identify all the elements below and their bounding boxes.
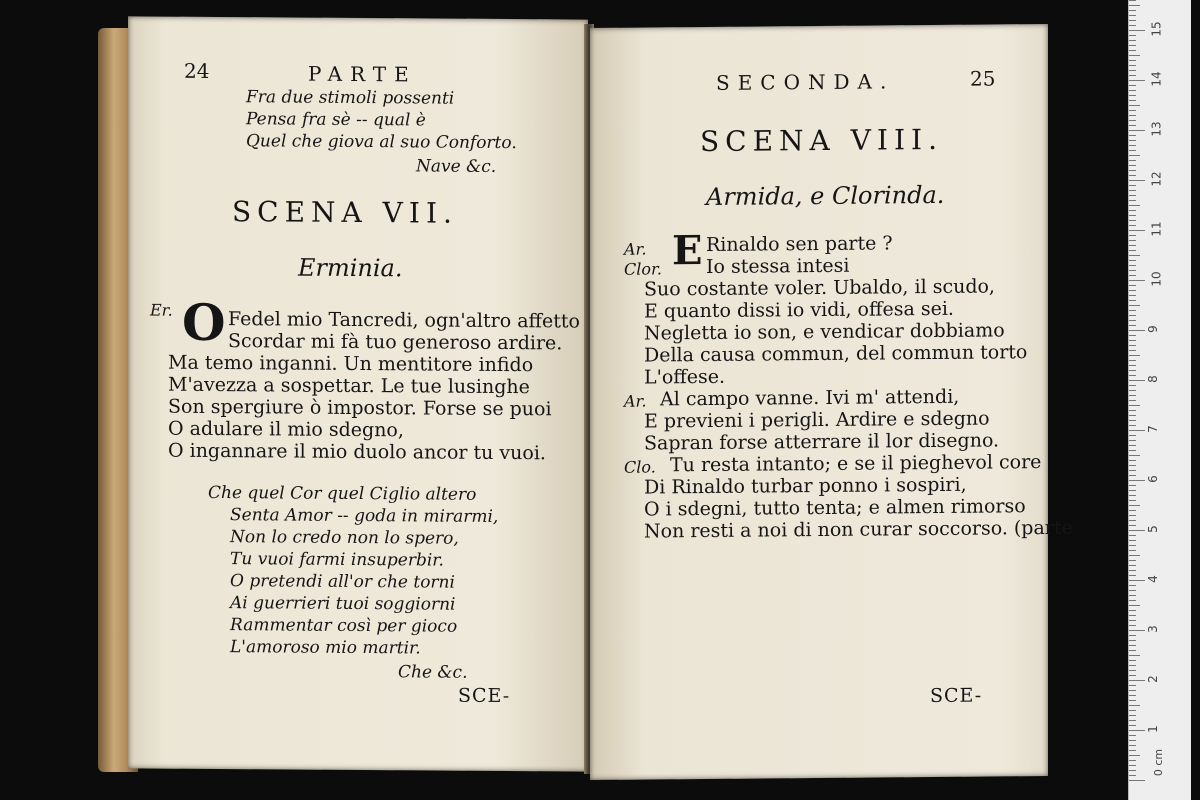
ruler-tick: [1129, 550, 1136, 551]
dialogue-line-6: Della causa commun, del commun torto: [644, 341, 1028, 367]
ruler-tick: [1129, 255, 1140, 256]
ruler-tick: [1129, 350, 1136, 351]
ruler-tick: [1129, 445, 1136, 446]
recit-line-7: O ingannare il mio duolo ancor tu vuoi.: [168, 439, 546, 465]
dialogue-line-13: O i sdegni, tutto tenta; e almen rimorso: [644, 495, 1026, 521]
ruler-tick: [1129, 780, 1145, 781]
ruler-tick: [1129, 400, 1136, 401]
ruler-label-5: 5: [1145, 525, 1160, 533]
ruler-tick: [1129, 375, 1136, 376]
ruler-tick: [1129, 590, 1136, 591]
ruler-tick: [1129, 735, 1136, 736]
ruler-tick: [1129, 535, 1136, 536]
ruler-tick: [1129, 485, 1136, 486]
ruler-tick: [1129, 750, 1136, 751]
dialogue-line-11: Tu resta intanto; e se il pieghevol core: [670, 451, 1042, 477]
ruler-tick: [1129, 150, 1136, 151]
aria-line-2: Senta Amor -- goda in mirarmi,: [230, 505, 499, 527]
ruler-tick: [1129, 655, 1140, 656]
ruler-tick: [1129, 210, 1136, 211]
ruler-tick: [1129, 100, 1136, 101]
right-page: [590, 24, 1073, 780]
ruler-tick: [1129, 335, 1136, 336]
ruler-tick: [1129, 300, 1136, 301]
ruler-label-12: 12: [1149, 171, 1164, 187]
ruler-tick: [1129, 600, 1136, 601]
open-book: [98, 18, 1073, 782]
dialogue-line-7: L'offese.: [644, 365, 726, 389]
ruler-tick: [1129, 330, 1145, 331]
ruler-tick: [1129, 365, 1136, 366]
ruler-tick: [1129, 665, 1136, 666]
ruler-tick: [1129, 605, 1140, 606]
ruler-tick: [1129, 75, 1136, 76]
ruler-tick: [1129, 395, 1136, 396]
dialogue-line-3: Suo costante voler. Ubaldo, il scudo,: [644, 275, 995, 301]
ruler-tick: [1129, 215, 1136, 216]
ruler-tick: [1129, 175, 1136, 176]
ruler-tick: [1129, 555, 1140, 556]
ruler-tick: [1129, 745, 1136, 746]
characters-line: Armida, e Clorinda.: [706, 180, 945, 211]
catchword-left: SCE-: [458, 684, 511, 708]
ruler-tick: [1129, 700, 1136, 701]
ruler-tick: [1129, 740, 1136, 741]
ruler-tick: [1129, 635, 1136, 636]
ruler-tick: [1129, 475, 1136, 476]
ruler-tick: [1129, 80, 1145, 81]
ruler-tick: [1129, 50, 1136, 51]
ruler-tick: [1129, 145, 1136, 146]
ruler-tick: [1129, 105, 1140, 106]
ruler-tick: [1129, 90, 1136, 91]
recit-line-1: Fedel mio Tancredi, ogn'altro affetto: [228, 308, 580, 333]
ruler-tick: [1129, 620, 1136, 621]
ruler-tick: [1129, 725, 1136, 726]
dialogue-line-14: Non resti a noi di non curar soccorso. (parte: [644, 516, 1073, 543]
ruler-tick: [1129, 190, 1136, 191]
ruler-tick: [1129, 545, 1136, 546]
ruler-tick: [1129, 320, 1136, 321]
ruler-tick: [1129, 325, 1136, 326]
ruler-tick: [1129, 640, 1136, 641]
ruler-tick: [1129, 205, 1140, 206]
ruler-tick: [1129, 715, 1136, 716]
aria-end-line-2: Pensa fra sè -- qual è: [246, 109, 426, 131]
aria-line-1: Che quel Cor quel Ciglio altero: [208, 482, 477, 505]
ruler-tick: [1129, 465, 1136, 466]
ruler-tick: [1129, 570, 1136, 571]
aria-line-6: Ai guerrieri tuoi soggiorni: [230, 593, 456, 615]
dialogue-line-12: Di Rinaldo turbar ponno i sospiri,: [644, 473, 967, 499]
ruler-label-11: 11: [1149, 221, 1164, 237]
ruler-tick: [1129, 670, 1136, 671]
ruler-tick: [1129, 70, 1136, 71]
dialogue-line-9: E previeni i perigli. Ardire e sdegno: [644, 407, 990, 433]
ruler-label-14: 14: [1149, 71, 1164, 87]
ruler-tick: [1129, 200, 1136, 201]
ruler-tick: [1129, 265, 1136, 266]
character-name: Erminia.: [298, 253, 403, 283]
ruler-tick: [1129, 270, 1136, 271]
ruler-label-10: 10: [1149, 271, 1164, 287]
ruler-tick: [1129, 730, 1145, 731]
ruler-tick: [1129, 240, 1136, 241]
ruler-tick: [1129, 470, 1136, 471]
ruler-label-13: 13: [1149, 121, 1164, 137]
ruler-tick: [1129, 505, 1140, 506]
ruler-tick: [1129, 40, 1136, 41]
ruler-tick: [1129, 185, 1136, 186]
ruler-label-3: 3: [1145, 625, 1160, 633]
ruler-tick: [1129, 195, 1136, 196]
ruler-tick: [1129, 490, 1136, 491]
ruler-tick: [1129, 0, 1136, 1]
ruler-tick: [1129, 510, 1136, 511]
ruler-tick: [1129, 260, 1136, 261]
ruler-unit-label: 0 cm: [1152, 748, 1166, 777]
ruler-tick: [1129, 355, 1140, 356]
speaker-ar-2: Ar.: [624, 391, 647, 411]
speaker-clor: Clor.: [624, 259, 662, 279]
ruler-tick: [1129, 295, 1136, 296]
ruler-label-6: 6: [1145, 475, 1160, 483]
ruler-tick: [1129, 645, 1136, 646]
aria-line-7: Rammentar così per gioco: [230, 615, 458, 637]
recit-line-2: Scordar mi fà tuo generoso ardire.: [228, 330, 563, 355]
ruler-tick: [1129, 770, 1136, 771]
measurement-ruler: [1128, 0, 1191, 800]
ruler-tick: [1129, 55, 1140, 56]
dialogue-line-2: Io stessa intesi: [706, 254, 850, 278]
ruler-tick: [1129, 775, 1136, 776]
ruler-tick: [1129, 710, 1136, 711]
ruler-tick: [1129, 685, 1136, 686]
ruler-tick: [1129, 170, 1136, 171]
dialogue-line-10: Sapran forse atterrare il lor disegno.: [644, 429, 1000, 455]
ruler-tick: [1129, 575, 1136, 576]
ruler-tick: [1129, 235, 1136, 236]
ruler-tick: [1129, 500, 1136, 501]
ruler-tick: [1129, 315, 1136, 316]
ruler-tick: [1129, 440, 1136, 441]
ruler-tick: [1129, 115, 1136, 116]
ruler-tick: [1129, 120, 1136, 121]
ruler-tick: [1129, 705, 1140, 706]
speaker-clo: Clo.: [624, 457, 656, 477]
ruler-tick: [1129, 135, 1136, 136]
ruler-tick: [1129, 560, 1136, 561]
ruler-tick: [1129, 530, 1145, 531]
ruler-tick: [1129, 660, 1136, 661]
ruler-tick: [1129, 140, 1136, 141]
ruler-tick: [1129, 515, 1136, 516]
ruler-tick: [1129, 65, 1136, 66]
scene-title-viii: SCENA VIII.: [700, 122, 943, 159]
ruler-tick: [1129, 690, 1136, 691]
aria-line-3: Non lo credo non lo spero,: [230, 527, 459, 549]
ruler-tick: [1129, 340, 1136, 341]
ruler-tick: [1129, 130, 1145, 131]
ruler-tick: [1129, 720, 1136, 721]
ruler-tick: [1129, 155, 1140, 156]
ruler-tick: [1129, 405, 1140, 406]
ruler-tick: [1129, 580, 1145, 581]
ruler-tick: [1129, 610, 1136, 611]
dropcap: O: [182, 292, 226, 353]
left-page-number: 24: [184, 58, 210, 83]
ruler-tick: [1129, 245, 1136, 246]
ruler-label-1: 1: [1145, 725, 1160, 733]
dialogue-line-5: Negletta io son, e vendicar dobbiamo: [644, 319, 1005, 345]
ruler-tick: [1129, 125, 1136, 126]
left-page: [128, 16, 588, 771]
ruler-tick: [1129, 35, 1136, 36]
speaker-ar: Ar.: [624, 239, 647, 259]
recit-line-5: Son spergiure ò impostor. Forse se puoi: [168, 395, 552, 421]
ruler-tick: [1129, 250, 1136, 251]
right-page-number: 25: [970, 66, 996, 91]
ruler-tick: [1129, 650, 1136, 651]
ruler-label-8: 8: [1145, 375, 1160, 383]
ruler-tick: [1129, 385, 1136, 386]
aria-line-8: L'amoroso mio martir.: [230, 637, 421, 659]
ruler-tick: [1129, 220, 1136, 221]
ruler-tick: [1129, 285, 1136, 286]
ruler-tick: [1129, 625, 1136, 626]
ruler-tick: [1129, 425, 1136, 426]
scene-title-vii: SCENA VII.: [232, 195, 458, 230]
ruler-tick: [1129, 760, 1136, 761]
right-running-head: SECONDA.: [716, 69, 895, 95]
ruler-tick: [1129, 25, 1136, 26]
ruler-tick: [1129, 480, 1145, 481]
ruler-tick: [1129, 595, 1136, 596]
dialogue-line-1: Rinaldo sen parte ?: [706, 232, 893, 256]
ruler-label-15: 15: [1149, 21, 1164, 37]
ruler-tick: [1129, 695, 1136, 696]
ruler-tick: [1129, 455, 1140, 456]
left-running-head: PARTE: [308, 61, 417, 87]
aria-end-line-3: Quel che giova al suo Conforto.: [246, 131, 517, 154]
ruler-tick: [1129, 225, 1136, 226]
ruler-label-2: 2: [1145, 675, 1160, 683]
ruler-tick: [1129, 370, 1136, 371]
ruler-tick: [1129, 630, 1145, 631]
ruler-tick: [1129, 765, 1136, 766]
ruler-label-4: 4: [1145, 575, 1160, 583]
catchword-right: SCE-: [930, 684, 983, 708]
ruler-tick: [1129, 755, 1140, 756]
aria-line-4: Tu vuoi farmi insuperbir.: [230, 549, 444, 571]
dropcap-e: E: [672, 227, 703, 275]
recit-line-3: Ma temo inganni. Un mentitore infido: [168, 351, 534, 377]
ruler-tick: [1129, 360, 1136, 361]
ruler-tick: [1129, 310, 1136, 311]
ruler-tick: [1129, 450, 1136, 451]
ruler-tick: [1129, 585, 1136, 586]
ruler-tick: [1129, 160, 1136, 161]
ruler-tick: [1129, 540, 1136, 541]
ruler-tick: [1129, 95, 1136, 96]
recit-line-4: M'avezza a sospettar. Le tue lusinghe: [168, 373, 530, 399]
ruler-tick: [1129, 390, 1136, 391]
ruler-tick: [1129, 165, 1136, 166]
ruler-tick: [1129, 430, 1145, 431]
aria-line-5: O pretendi all'or che torni: [230, 571, 455, 593]
ruler-tick: [1129, 615, 1136, 616]
ruler-tick: [1129, 565, 1136, 566]
ruler-tick: [1129, 415, 1136, 416]
ruler-label-7: 7: [1145, 425, 1160, 433]
ruler-tick: [1129, 275, 1136, 276]
dialogue-line-8: Al campo vanne. Ivi m' attendi,: [660, 385, 960, 411]
aria-cue-end: Che &c.: [398, 662, 468, 683]
ruler-tick: [1129, 680, 1145, 681]
ruler-tick: [1129, 305, 1140, 306]
ruler-tick: [1129, 435, 1136, 436]
ruler-tick: [1129, 230, 1145, 231]
ruler-tick: [1129, 675, 1136, 676]
ruler-tick: [1129, 30, 1145, 31]
ruler-tick: [1129, 45, 1136, 46]
ruler-tick: [1129, 60, 1136, 61]
ruler-tick: [1129, 460, 1136, 461]
ruler-tick: [1129, 410, 1136, 411]
ruler-tick: [1129, 280, 1145, 281]
ruler-tick: [1129, 345, 1136, 346]
ruler-tick: [1129, 380, 1145, 381]
ruler-tick: [1129, 420, 1136, 421]
ruler-tick: [1129, 525, 1136, 526]
ruler-tick: [1129, 15, 1136, 16]
ruler-label-9: 9: [1145, 325, 1160, 333]
aria-end-line-1: Fra due stimoli possenti: [246, 87, 455, 109]
ruler-tick: [1129, 180, 1145, 181]
speaker-label: Er.: [150, 300, 173, 320]
aria-cue: Nave &c.: [416, 156, 497, 177]
ruler-tick: [1129, 20, 1136, 21]
recit-line-6: O adulare il mio sdegno,: [168, 417, 404, 442]
ruler-tick: [1129, 290, 1136, 291]
ruler-tick: [1129, 10, 1136, 11]
ruler-tick: [1129, 520, 1136, 521]
ruler-tick: [1129, 495, 1136, 496]
ruler-tick: [1129, 5, 1140, 6]
ruler-tick: [1129, 85, 1136, 86]
ruler-tick: [1129, 110, 1136, 111]
dialogue-line-4: E quanto dissi io vidi, offesa sei.: [644, 297, 954, 323]
